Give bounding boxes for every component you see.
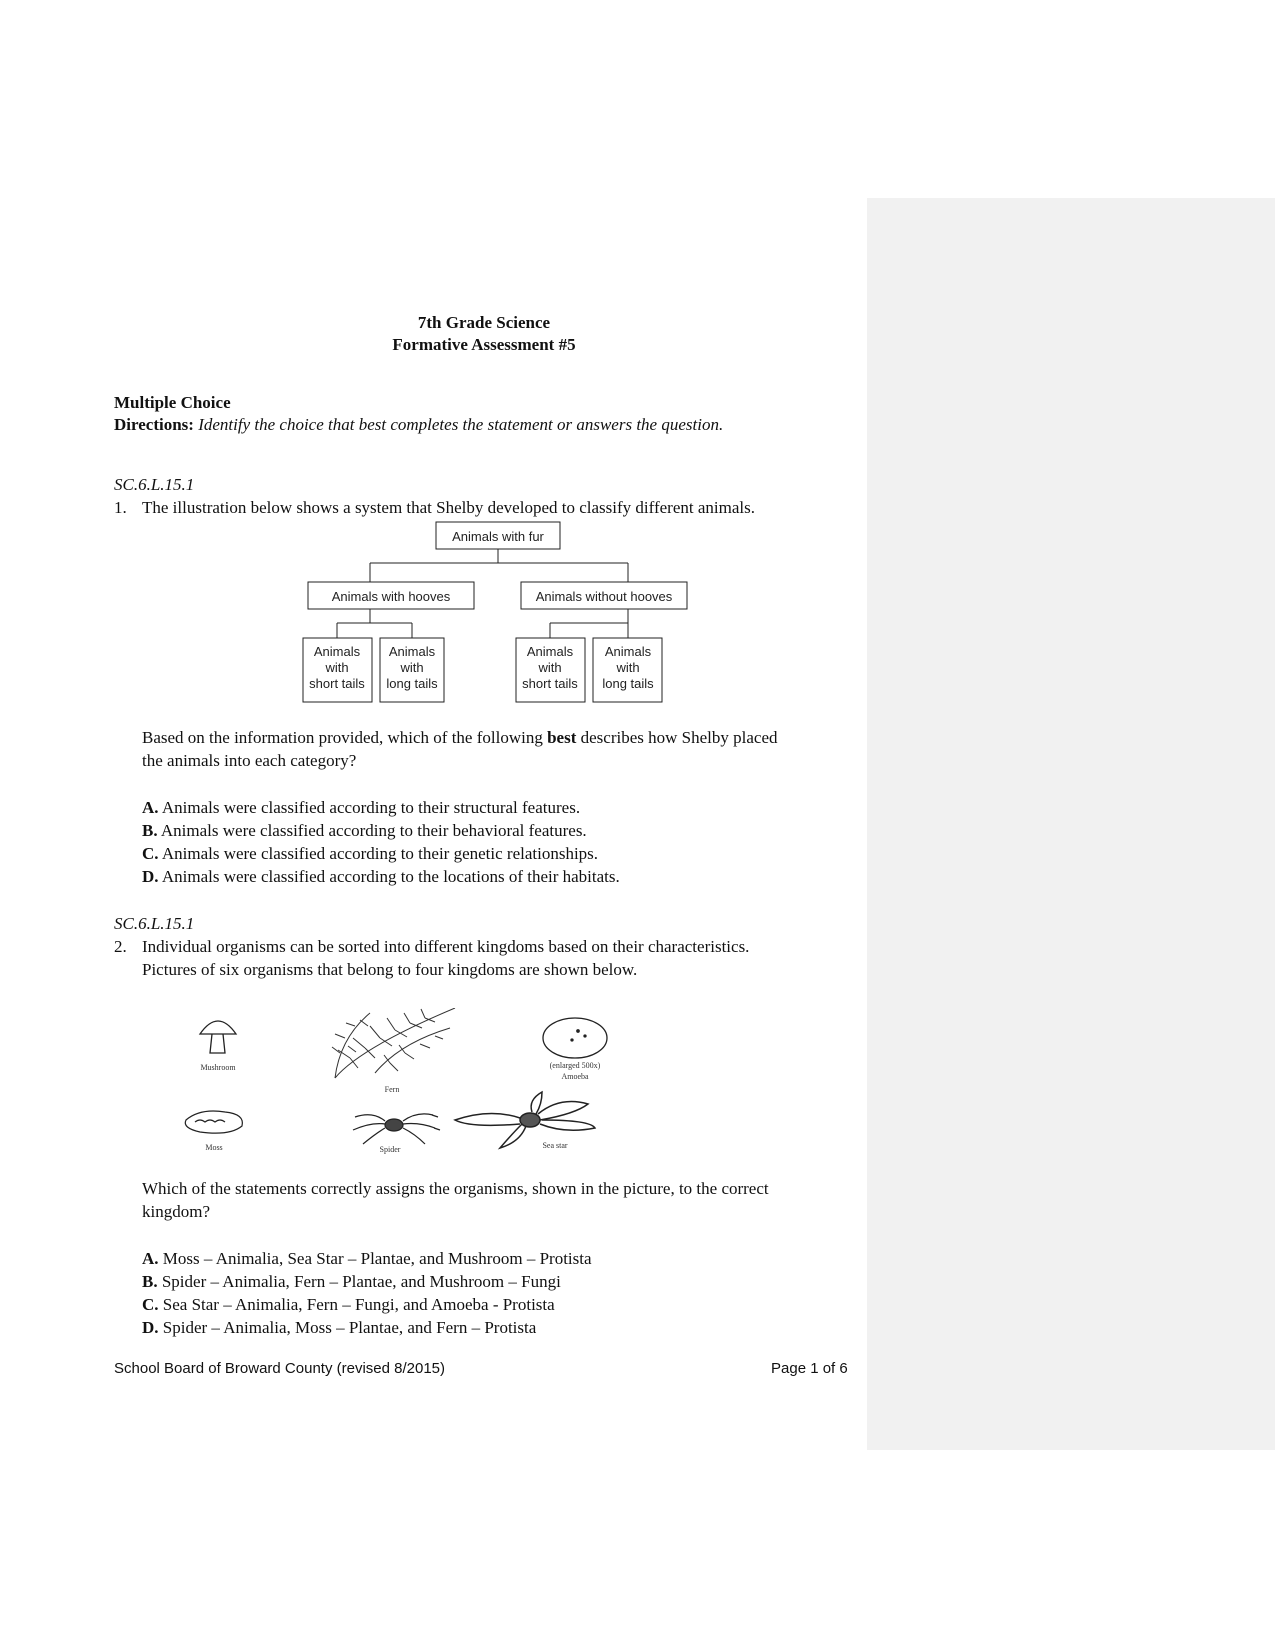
amoeba-picture	[543, 1018, 607, 1058]
choice-letter: B.	[142, 821, 158, 840]
spider-caption: Spider	[379, 1145, 401, 1154]
amoeba-caption: Amoeba	[561, 1072, 589, 1081]
diagram-leaf-label: Animals	[526, 644, 574, 659]
directions-label: Directions:	[114, 415, 194, 434]
q2-standard: SC.6.L.15.1	[114, 914, 195, 933]
choice-letter: D.	[142, 1318, 159, 1337]
choice-letter: C.	[142, 1295, 159, 1314]
q1-choice-d[interactable]	[142, 867, 620, 887]
q1-choice-b[interactable]	[142, 821, 587, 841]
diagram-leaf-label: with	[400, 660, 424, 675]
page-title: 7th Grade Science	[417, 313, 551, 332]
page-number: Page 1 of 6	[771, 1360, 848, 1377]
diagram-root-label: Animals with fur	[452, 529, 544, 544]
choice-letter: D.	[142, 867, 159, 886]
choice-text: Animals were classified according to their genetic relationships.	[161, 844, 599, 863]
choice-text: Moss – Animalia, Sea Star – Plantae, and Mushroom – Protista	[162, 1249, 592, 1268]
choice-text: Spider – Animalia, Moss – Plantae, and Fern – Protista	[162, 1318, 537, 1337]
spider-picture	[353, 1114, 440, 1144]
fern-caption: Fern	[384, 1085, 400, 1094]
footer-left: School Board of Broward County (revised 8/2015)	[114, 1360, 446, 1377]
moss-picture	[185, 1111, 242, 1133]
diagram-leaf-label: Animals	[313, 644, 361, 659]
q1-prompt	[142, 728, 778, 748]
q1-prompt-emphasis: best	[547, 728, 577, 747]
q2-number: 2.	[114, 937, 127, 956]
organisms-illustration	[170, 1008, 620, 1168]
q2-prompt-line2: kingdom?	[142, 1202, 210, 1221]
q1-choice-c[interactable]	[142, 844, 598, 864]
diagram-leaf-label: with	[325, 660, 349, 675]
q1-prompt-text: describes how Shelby placed	[576, 728, 778, 747]
q1-standard: SC.6.L.15.1	[114, 475, 195, 494]
mushroom-picture	[200, 1021, 236, 1053]
section-heading: Multiple Choice	[114, 393, 231, 412]
moss-caption: Moss	[205, 1143, 223, 1152]
q1-number: 1.	[114, 498, 127, 517]
sea-star-picture	[455, 1092, 595, 1148]
choice-letter: B.	[142, 1272, 158, 1291]
choice-letter: A.	[142, 798, 159, 817]
q2-prompt: Which of the statements correctly assigns the organisms, shown in the picture, to the correct	[142, 1179, 769, 1198]
classification-diagram	[300, 515, 700, 707]
diagram-leaf-label: short tails	[522, 676, 578, 691]
choice-text: Sea Star – Animalia, Fern – Fungi, and Amoeba - Protista	[162, 1295, 555, 1314]
page-subtitle: Formative Assessment #5	[392, 335, 576, 354]
choice-text: Animals were classified according to the locations of their habitats.	[161, 867, 620, 886]
q2-stem-line2: Pictures of six organisms that belong to four kingdoms are shown below.	[142, 960, 638, 979]
q1-prompt-text: Based on the information provided, which of the following	[142, 728, 548, 747]
directions-text: Identify the choice that best completes the statement or answers the question.	[198, 415, 724, 434]
amoeba-note-caption: (enlarged 500x)	[549, 1061, 601, 1070]
q2-choice-b[interactable]	[142, 1272, 561, 1292]
q2-choice-d[interactable]	[142, 1318, 536, 1338]
choice-text: Animals were classified according to their structural features.	[161, 798, 581, 817]
diagram-leaf-label: with	[616, 660, 640, 675]
q2-choice-a[interactable]	[142, 1249, 592, 1269]
diagram-leaf-label: Animals	[604, 644, 652, 659]
q1-prompt-line2: the animals into each category?	[142, 751, 357, 770]
diagram-leaf-label: Animals	[388, 644, 436, 659]
diagram-leaf-label: long tails	[602, 676, 654, 691]
choice-text: Animals were classified according to their behavioral features.	[160, 821, 587, 840]
choice-text: Spider – Animalia, Fern – Plantae, and Mushroom – Fungi	[161, 1272, 561, 1291]
comment-margin-panel	[867, 198, 1275, 1450]
mushroom-caption: Mushroom	[200, 1063, 236, 1072]
choice-letter: C.	[142, 844, 159, 863]
q2-choice-c[interactable]	[142, 1295, 555, 1315]
diagram-leaf-label: with	[538, 660, 562, 675]
directions	[114, 415, 723, 435]
fern-picture	[332, 1008, 455, 1078]
diagram-mid-left-label: Animals with hooves	[331, 589, 451, 604]
diagram-leaf-label: long tails	[386, 676, 438, 691]
diagram-leaf-label: short tails	[309, 676, 365, 691]
q2-stem: Individual organisms can be sorted into different kingdoms based on their characteristics.	[142, 937, 750, 956]
sea-star-caption: Sea star	[542, 1141, 568, 1150]
q1-stem: The illustration below shows a system that Shelby developed to classify different animals.	[142, 498, 755, 517]
q1-choice-a[interactable]	[142, 798, 580, 818]
choice-letter: A.	[142, 1249, 159, 1268]
diagram-mid-right-label: Animals without hooves	[535, 589, 673, 604]
